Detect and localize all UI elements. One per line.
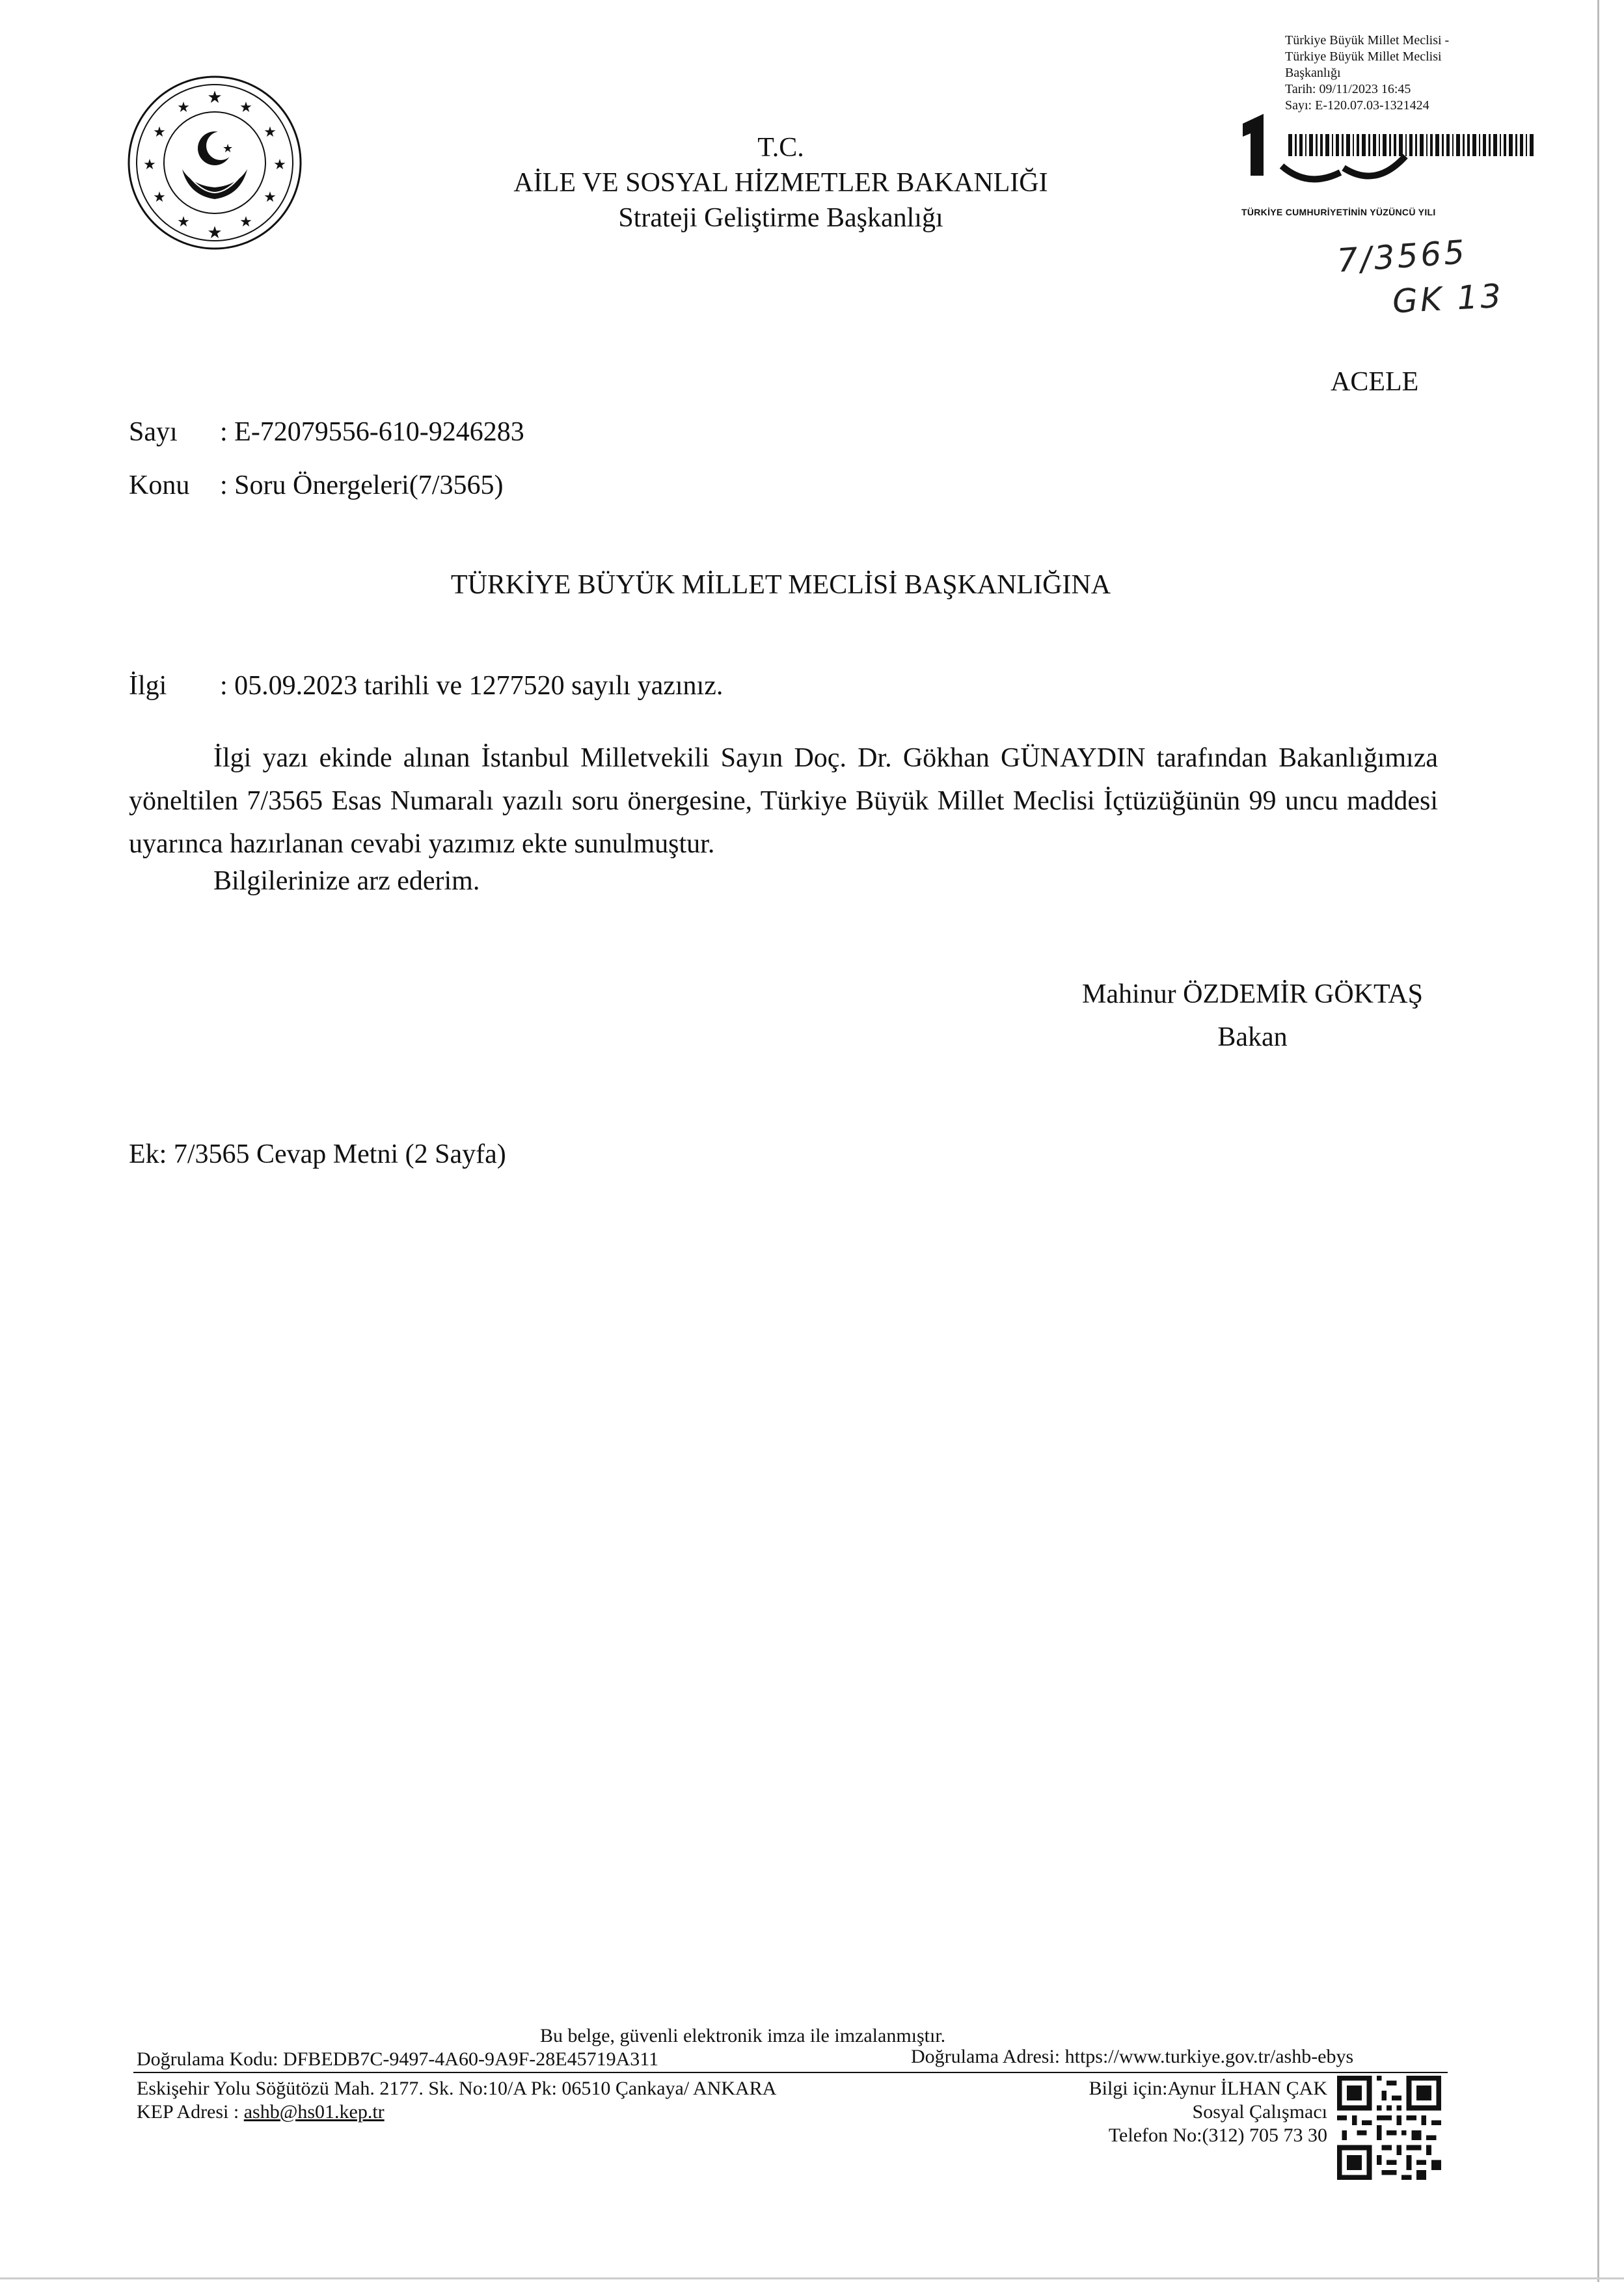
footer-address-block (137, 2077, 776, 2124)
recipient: TÜRKİYE BÜYÜK MİLLET MECLİSİ BAŞKANLIĞINA (450, 570, 1111, 600)
svg-text:★: ★ (239, 100, 252, 116)
contact-person: Bilgi için:Aynur İLHAN ÇAK (1089, 2078, 1327, 2099)
signer-name: Mahinur ÖZDEMİR GÖKTAŞ (1082, 979, 1423, 1009)
contact-phone: Telefon No:(312) 705 73 30 (1108, 2125, 1327, 2146)
svg-text:★: ★ (153, 189, 166, 206)
svg-text:★: ★ (264, 124, 277, 141)
qr-code-icon (1337, 2076, 1441, 2180)
closing-line: Bilgilerinize arz ederim. (213, 866, 480, 896)
kep-label: KEP Adresi : (137, 2101, 244, 2123)
svg-text:★: ★ (207, 223, 223, 243)
scan-edge-bottom (0, 2277, 1624, 2279)
svg-text:★: ★ (273, 157, 286, 173)
stamp-number: Sayı: E-120.07.03-1321424 (1285, 98, 1429, 113)
stamp-date: Tarih: 09/11/2023 16:45 (1285, 82, 1411, 96)
footer-contact-block (989, 2077, 1327, 2147)
number-value: : E-72079556-610-9246283 (220, 417, 524, 447)
postal-address: Eskişehir Yolu Söğütözü Mah. 2177. Sk. No:10/A Pk: 06510 Çankaya/ ANKARA (137, 2078, 777, 2099)
scan-edge-right (1597, 0, 1599, 2282)
verification-url[interactable]: Doğrulama Adresi: https://www.turkiye.gov.tr/ashb-ebys (911, 2046, 1354, 2067)
handwritten-code: GK 13 (1391, 277, 1505, 321)
contact-role: Sosyal Çalışmacı (1192, 2101, 1327, 2123)
document-header (390, 130, 1171, 236)
number-label: Sayı (129, 417, 178, 447)
svg-text:★: ★ (264, 189, 277, 206)
svg-text:★: ★ (207, 88, 223, 107)
header-department: Strateji Geliştirme Başkanlığı (618, 203, 943, 233)
ministry-seal-logo (124, 72, 306, 254)
svg-text:★: ★ (177, 100, 190, 116)
header-ministry: AİLE VE SOSYAL HİZMETLER BAKANLIĞI (513, 168, 1048, 198)
svg-text:★: ★ (153, 124, 166, 141)
signer-title: Bakan (1217, 1022, 1288, 1052)
svg-text:★: ★ (223, 142, 234, 156)
stamp-line-3: Başkanlığı (1285, 66, 1341, 80)
subject-row (129, 470, 503, 501)
stamp-line-1: Türkiye Büyük Millet Meclisi - (1285, 33, 1450, 48)
svg-text:★: ★ (239, 214, 252, 230)
svg-text:★: ★ (177, 214, 190, 230)
number-row (129, 416, 524, 448)
signature-block (1008, 973, 1496, 1059)
e-signature-note: Bu belge, güvenli elektronik imza ile imzalanmıştır. (540, 2025, 946, 2046)
kep-address (137, 2100, 776, 2124)
body-text (129, 737, 1438, 865)
kep-link[interactable]: ashb@hs01.kep.tr (243, 2101, 385, 2123)
centenary-caption: TÜRKİYE CUMHURİYETİNİN YÜZÜNCÜ YILI (1241, 207, 1436, 217)
attachment-line: Ek: 7/3565 Cevap Metni (2 Sayfa) (129, 1139, 506, 1169)
document-barcode (1288, 134, 1536, 156)
handwritten-number: 7/3565 (1336, 233, 1468, 280)
urgency-label: ACELE (1331, 367, 1419, 397)
reference-value: : 05.09.2023 tarihli ve 1277520 sayılı yazınız. (220, 671, 724, 701)
footer-divider (133, 2072, 1448, 2073)
verification-code: Doğrulama Kodu: DFBEDB7C-9497-4A60-9A9F-28E45719A311 (137, 2048, 659, 2070)
svg-text:★: ★ (143, 157, 156, 173)
body-paragraph: İlgi yazı ekinde alınan İstanbul Milletvekili Sayın Doç. Dr. Gökhan GÜNAYDIN tarafından Bakanlığımıza yöneltilen 7/3565 Esas Numaralı yazılı soru önergesine, Türkiye Büyük Millet Meclisi İçtüzüğünün 99 uncu maddesi uyarınca hazırlanan cevabi yazımız ekte sunulmuştur. (129, 743, 1438, 859)
reference-row (129, 670, 723, 701)
subject-value: : Soru Önergeleri(7/3565) (220, 470, 504, 500)
reference-label: İlgi (129, 671, 167, 701)
header-tc: T.C. (757, 133, 804, 163)
stamp-line-2: Türkiye Büyük Millet Meclisi (1285, 49, 1442, 64)
incoming-stamp (1285, 33, 1449, 114)
subject-label: Konu (129, 470, 190, 500)
